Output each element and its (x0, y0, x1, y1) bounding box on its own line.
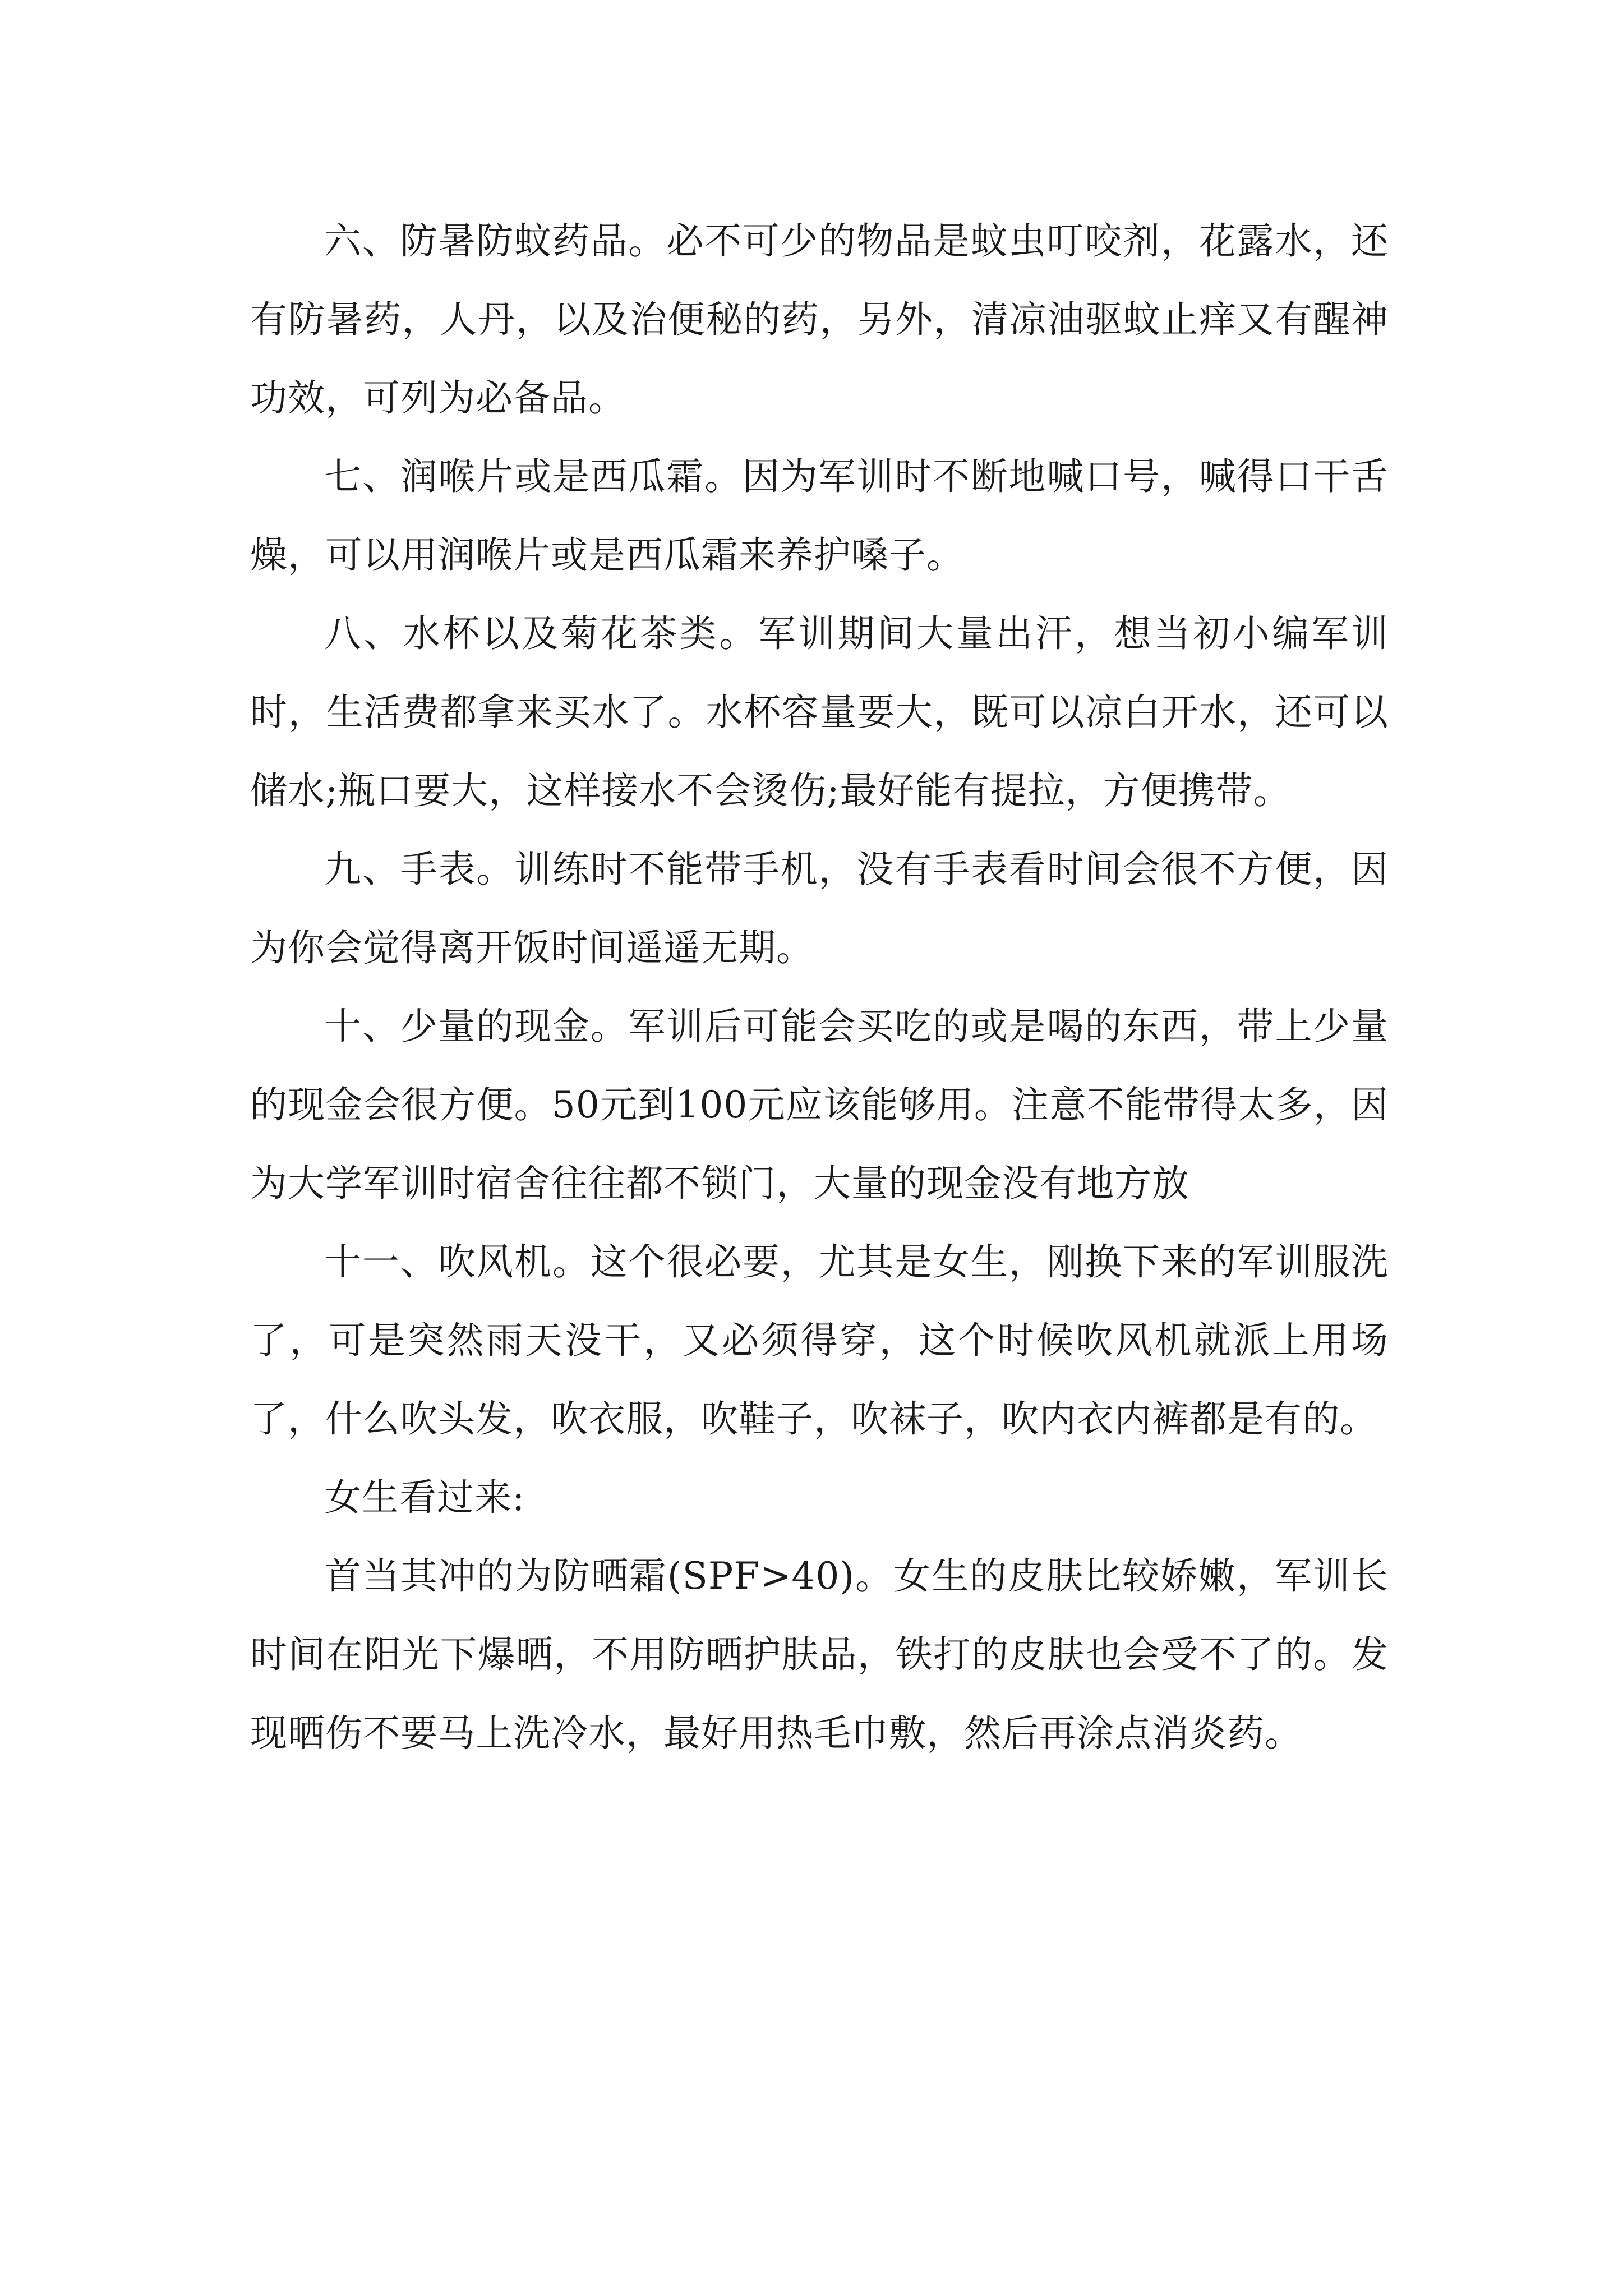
paragraph-girls-heading: 女生看过来: (324, 1476, 525, 1519)
paragraph-throat-lozenges: 七、润喉片或是西瓜霜。因为军训时不断地喊口号，喊得口干舌燥，可以用润喉片或是西瓜霜来养护嗓子。 (250, 455, 1389, 577)
paragraph-hair-dryer: 十一、吹风机。这个很必要，尤其是女生，刚换下来的军训服洗了，可是突然雨天没干，又必须得穿，这个时候吹风机就派上用场了，什么吹头发，吹衣服，吹鞋子，吹袜子，吹内衣内裤都是有的。 (250, 1240, 1389, 1441)
paragraph-sunscreen: 首当其冲的为防晒霜(SPF>40)。女生的皮肤比较娇嫩，军训长时间在阳光下爆晒，不用防晒护肤品，铁打的皮肤也会受不了的。发现晒伤不要马上洗冷水，最好用热毛巾敷，然后再涂点消炎药。 (250, 1554, 1389, 1755)
paragraph-water-cup-tea: 八、水杯以及菊花茶类。军训期间大量出汗，想当初小编军训时，生活费都拿来买水了。水杯容量要大，既可以凉白开水，还可以储水;瓶口要大，这样接水不会烫伤;最好能有提拉，方便携带。 (250, 612, 1389, 812)
paragraph-cash: 十、少量的现金。军训后可能会买吃的或是喝的东西，带上少量的现金会很方便。50元到100元应该能够用。注意不能带得太多，因为大学军训时宿舍往往都不锁门，大量的现金没有地方放 (250, 1005, 1389, 1205)
paragraph-sunscreen-mosquito-medicine: 六、防暑防蚊药品。必不可少的物品是蚊虫叮咬剂，花露水，还有防暑药，人丹，以及治便秘的药，另外，清凉油驱蚊止痒又有醒神功效，可列为必备品。 (250, 219, 1389, 420)
paragraph-watch: 九、手表。训练时不能带手机，没有手表看时间会很不方便，因为你会觉得离开饭时间遥遥无期。 (250, 848, 1389, 969)
document-body (250, 202, 1389, 1773)
